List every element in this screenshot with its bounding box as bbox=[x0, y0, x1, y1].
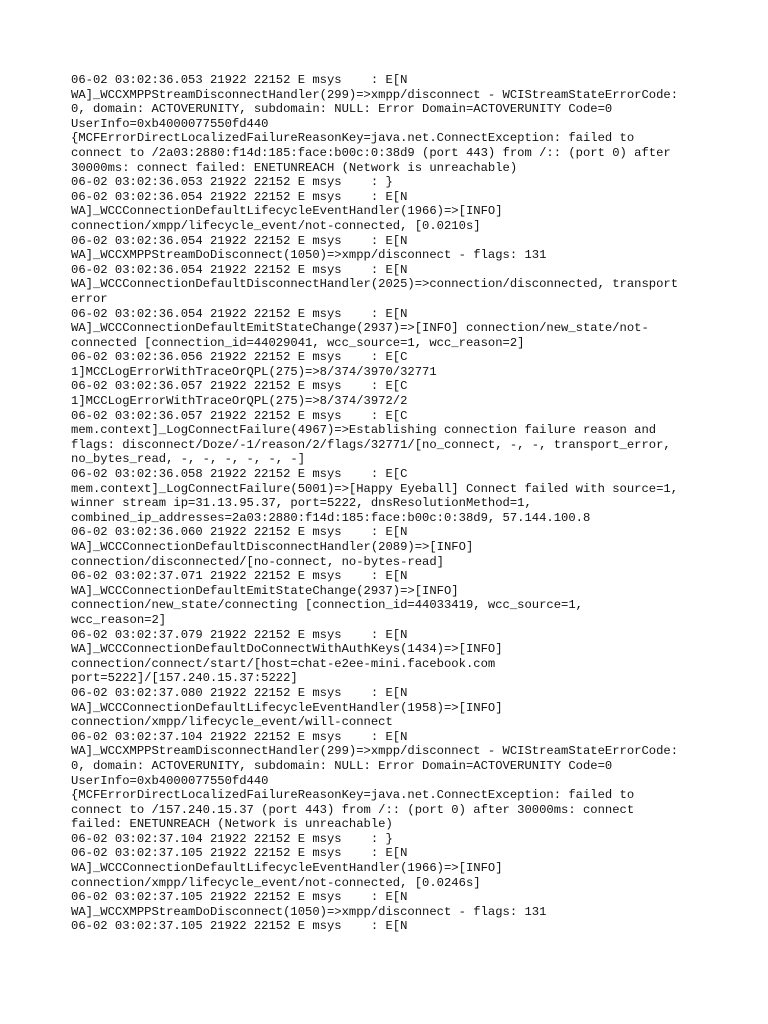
log-line: WA]_WCCConnectionDefaultDoConnectWithAuthKeys(1434)=>[INFO] bbox=[71, 642, 503, 657]
log-line: 1]MCCLogErrorWithTraceOrQPL(275)=>8/374/3970/32771 bbox=[71, 364, 437, 379]
log-line: mem.context]_LogConnectFailure(4967)=>Establishing connection failure reason and bbox=[71, 423, 657, 438]
log-line: 06-02 03:02:36.056 21922 22152 E msys : E[C bbox=[71, 350, 408, 365]
log-line: port=5222]/[157.240.15.37:5222] bbox=[71, 671, 298, 686]
log-line: 06-02 03:02:36.054 21922 22152 E msys : E[N bbox=[71, 306, 408, 321]
log-line: WA]_WCCConnectionDefaultLifecycleEventHandler(1966)=>[INFO] bbox=[71, 861, 503, 876]
log-line: {MCFErrorDirectLocalizedFailureReasonKey=java.net.ConnectException: failed to bbox=[71, 788, 635, 803]
log-line: 06-02 03:02:36.054 21922 22152 E msys : E[N bbox=[71, 189, 408, 204]
log-line: 06-02 03:02:36.054 21922 22152 E msys : E[N bbox=[71, 262, 408, 277]
log-line: WA]_WCCConnectionDefaultDisconnectHandler(2025)=>connection/disconnected, transport bbox=[71, 277, 679, 292]
log-line: WA]_WCCXMPPStreamDoDisconnect(1050)=>xmpp/disconnect - flags: 131 bbox=[71, 904, 547, 919]
log-line: connected [connection_id=44029041, wcc_source=1, wcc_reason=2] bbox=[71, 335, 525, 350]
log-line: 0, domain: ACTOVERUNITY, subdomain: NULL: Error Domain=ACTOVERUNITY Code=0 bbox=[71, 102, 613, 117]
log-line: {MCFErrorDirectLocalizedFailureReasonKey=java.net.ConnectException: failed to bbox=[71, 131, 635, 146]
log-line: 06-02 03:02:37.104 21922 22152 E msys : E[N bbox=[71, 729, 408, 744]
log-line: 1]MCCLogErrorWithTraceOrQPL(275)=>8/374/3972/2 bbox=[71, 394, 408, 409]
log-line: 06-02 03:02:37.104 21922 22152 E msys : } bbox=[71, 831, 393, 846]
log-line: UserInfo=0xb4000077550fd440 bbox=[71, 116, 269, 131]
log-line: 30000ms: connect failed: ENETUNREACH (Network is unreachable) bbox=[71, 160, 518, 175]
log-line: failed: ENETUNREACH (Network is unreachable) bbox=[71, 817, 393, 832]
log-line: 06-02 03:02:36.060 21922 22152 E msys : E[N bbox=[71, 525, 408, 540]
log-line: WA]_WCCConnectionDefaultEmitStateChange(2937)=>[INFO] connection/new_state/not- bbox=[71, 321, 649, 336]
log-line: flags: disconnect/Doze/-1/reason/2/flags/32771/[no_connect, -, -, transport_error, bbox=[71, 437, 671, 452]
log-line: 06-02 03:02:36.057 21922 22152 E msys : E[C bbox=[71, 408, 408, 423]
log-line: WA]_WCCConnectionDefaultLifecycleEventHandler(1958)=>[INFO] bbox=[71, 700, 503, 715]
log-line: connection/xmpp/lifecycle_event/will-connect bbox=[71, 715, 393, 730]
log-line: WA]_WCCConnectionDefaultLifecycleEventHandler(1966)=>[INFO] bbox=[71, 204, 503, 219]
log-line: 06-02 03:02:36.057 21922 22152 E msys : E[C bbox=[71, 379, 408, 394]
log-line: 06-02 03:02:37.080 21922 22152 E msys : E[N bbox=[71, 685, 408, 700]
log-line: winner stream ip=31.13.95.37, port=5222, dnsResolutionMethod=1, bbox=[71, 496, 532, 511]
log-line: connect to /157.240.15.37 (port 443) from /:: (port 0) after 30000ms: connect bbox=[71, 802, 635, 817]
log-line: WA]_WCCXMPPStreamDoDisconnect(1050)=>xmpp/disconnect - flags: 131 bbox=[71, 248, 547, 263]
log-line: UserInfo=0xb4000077550fd440 bbox=[71, 773, 269, 788]
log-line: connection/disconnected/[no-connect, no-bytes-read] bbox=[71, 554, 444, 569]
log-line: 06-02 03:02:37.105 21922 22152 E msys : E[N bbox=[71, 846, 408, 861]
log-line: 06-02 03:02:36.054 21922 22152 E msys : E[N bbox=[71, 233, 408, 248]
log-line: 06-02 03:02:37.071 21922 22152 E msys : E[N bbox=[71, 569, 408, 584]
log-line: WA]_WCCConnectionDefaultEmitStateChange(2937)=>[INFO] bbox=[71, 583, 459, 598]
log-line: no_bytes_read, -, -, -, -, -, -] bbox=[71, 452, 306, 467]
log-line: combined_ip_addresses=2a03:2880:f14d:185:face:b00c:0:38d9, 57.144.100.8 bbox=[71, 510, 591, 525]
log-line: WA]_WCCConnectionDefaultDisconnectHandler(2089)=>[INFO] bbox=[71, 540, 474, 554]
log-line: connection/xmpp/lifecycle_event/not-connected, [0.0210s] bbox=[71, 218, 481, 233]
log-line: connection/connect/start/[host=chat-e2ee-mini.facebook.com bbox=[71, 656, 496, 671]
log-line: 06-02 03:02:36.053 21922 22152 E msys : E[N bbox=[71, 73, 408, 87]
log-line: WA]_WCCXMPPStreamDisconnectHandler(299)=>xmpp/disconnect - WCIStreamStateErrorCode: bbox=[71, 744, 679, 759]
log-line: connection/xmpp/lifecycle_event/not-connected, [0.0246s] bbox=[71, 875, 481, 890]
log-line: 06-02 03:02:37.105 21922 22152 E msys : E[N bbox=[71, 919, 408, 934]
log-line: 06-02 03:02:36.058 21922 22152 E msys : E[C bbox=[71, 467, 408, 482]
log-line: connect to /2a03:2880:f14d:185:face:b00c:0:38d9 (port 443) from /:: (port 0) after bbox=[71, 145, 671, 160]
log-line: error bbox=[71, 291, 108, 306]
log-line: wcc_reason=2] bbox=[71, 612, 167, 627]
log-line: 06-02 03:02:37.079 21922 22152 E msys : E[N bbox=[71, 627, 408, 642]
log-line: 06-02 03:02:37.105 21922 22152 E msys : E[N bbox=[71, 890, 408, 905]
log-line: mem.context]_LogConnectFailure(5001)=>[Happy Eyeball] Connect failed with source=1, bbox=[71, 481, 679, 496]
log-line: connection/new_state/connecting [connection_id=44033419, wcc_source=1, bbox=[71, 598, 583, 613]
log-line: 0, domain: ACTOVERUNITY, subdomain: NULL: Error Domain=ACTOVERUNITY Code=0 bbox=[71, 758, 613, 773]
log-text-block bbox=[71, 73, 731, 934]
log-line: 06-02 03:02:36.053 21922 22152 E msys : } bbox=[71, 175, 393, 190]
log-line: WA]_WCCXMPPStreamDisconnectHandler(299)=>xmpp/disconnect - WCIStreamStateErrorCode: bbox=[71, 87, 679, 102]
